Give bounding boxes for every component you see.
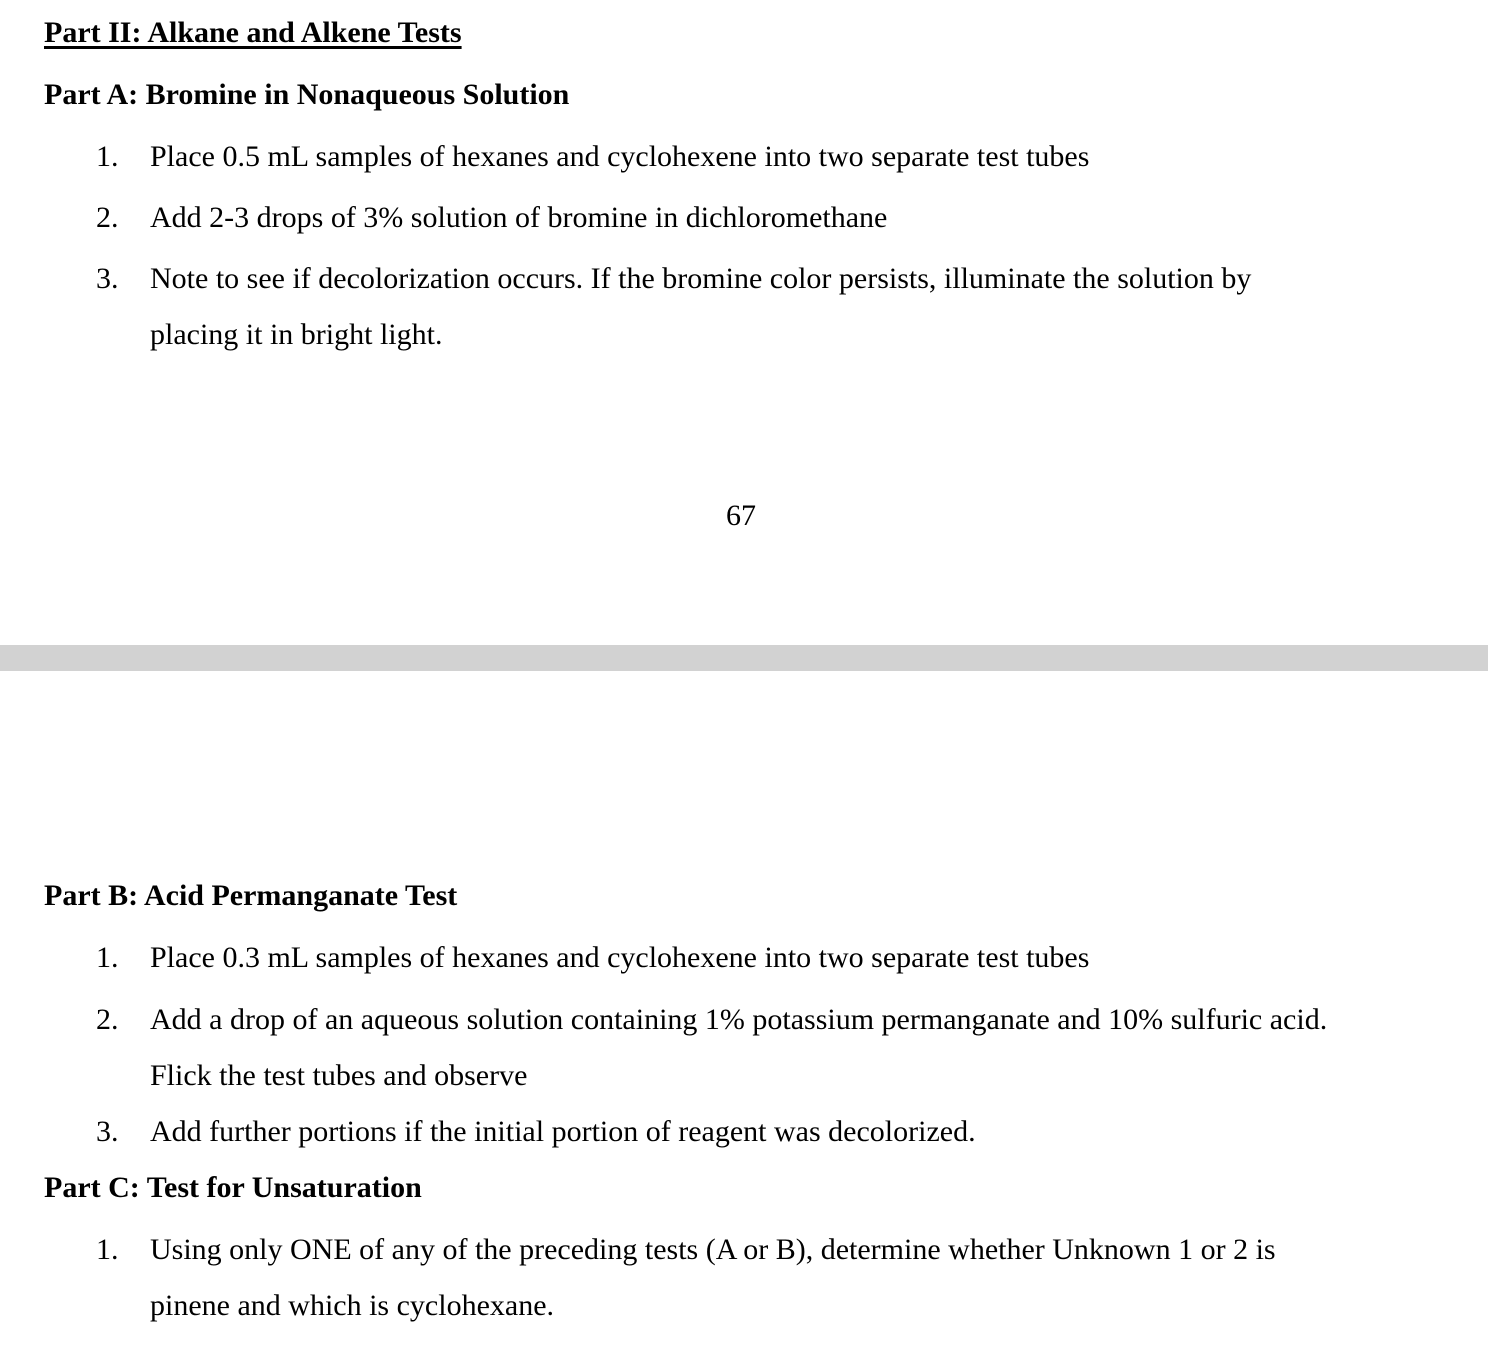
part-c-step-1-number: 1. xyxy=(96,1233,119,1266)
part-b-step-1-number: 1. xyxy=(96,941,119,974)
part-c-step-1-text-line-1: Using only ONE of any of the preceding tests (A or B), determine whether Unknown 1 or 2 is xyxy=(150,1233,1276,1266)
document-page-bottom xyxy=(0,676,1488,1372)
part-a-step-1-number: 1. xyxy=(96,140,119,173)
part-b-step-2-text-line-2: Flick the test tubes and observe xyxy=(150,1059,528,1092)
part-c-step-1-text-line-2: pinene and which is cyclohexane. xyxy=(150,1289,555,1322)
part-a-title: Part A: Bromine in Nonaqueous Solution xyxy=(44,78,570,111)
page-separator-band xyxy=(0,645,1488,671)
part-a-step-2-number: 2. xyxy=(96,201,119,234)
part-c-title: Part C: Test for Unsaturation xyxy=(44,1171,422,1204)
part-a-step-2-text: Add 2-3 drops of 3% solution of bromine in dichloromethane xyxy=(150,201,888,234)
page-number: 67 xyxy=(726,499,756,532)
document-page-top xyxy=(0,0,1488,642)
part-b-step-3-text: Add further portions if the initial portion of reagent was decolorized. xyxy=(150,1115,976,1148)
part-b-title: Part B: Acid Permanganate Test xyxy=(44,879,458,912)
section-title: Part II: Alkane and Alkene Tests xyxy=(44,16,462,49)
page-separator xyxy=(0,642,1488,676)
part-b-step-2-number: 2. xyxy=(96,1003,119,1036)
part-a-step-3-number: 3. xyxy=(96,262,119,295)
part-b-step-2-text-line-1: Add a drop of an aqueous solution containing 1% potassium permanganate and 10% sulfuric acid. xyxy=(150,1003,1328,1036)
part-b-step-1-text: Place 0.3 mL samples of hexanes and cyclohexene into two separate test tubes xyxy=(150,941,1090,974)
part-b-step-3-number: 3. xyxy=(96,1115,119,1148)
part-a-step-1-text: Place 0.5 mL samples of hexanes and cyclohexene into two separate test tubes xyxy=(150,140,1090,173)
part-a-step-3-text-line-2: placing it in bright light. xyxy=(150,318,443,351)
part-a-step-3-text-line-1: Note to see if decolorization occurs. If the bromine color persists, illuminate the solution by xyxy=(150,262,1252,295)
